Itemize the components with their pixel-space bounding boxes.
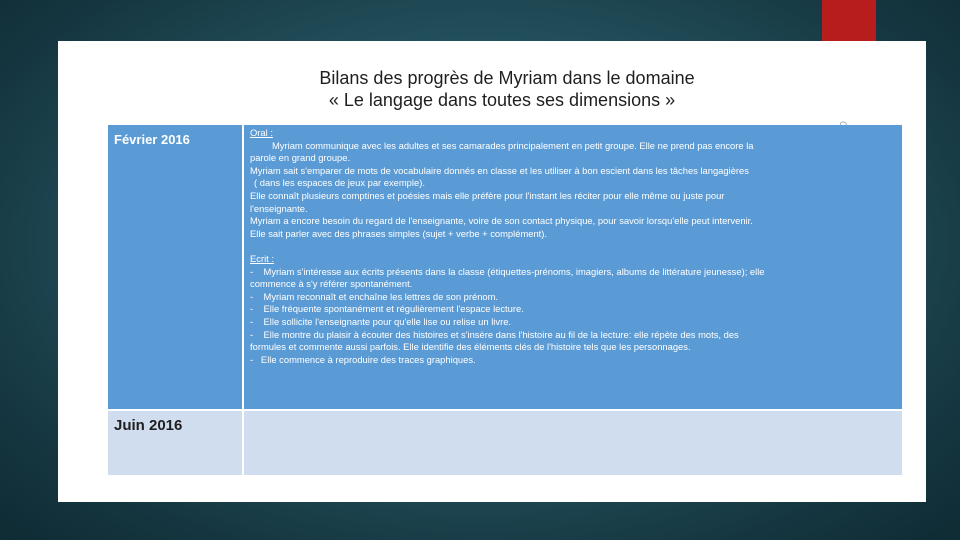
oral-line: Elle sait parler avec des phrases simples (sujet + verbe + complément). xyxy=(250,227,548,239)
ecrit-line: - Elle commence à reproduire des traces graphiques. xyxy=(250,353,476,365)
ecrit-line: - Elle fréquente spontanément et régulièrement l'espace lecture. xyxy=(250,303,524,315)
table-row-june xyxy=(108,411,902,475)
row-label-february: Février 2016 xyxy=(114,132,190,147)
ecrit-line: - Myriam s'intéresse aux écrits présents dans la classe (étiquettes-prénoms, imagiers, albums de littérature jeunesse); elle xyxy=(250,265,765,277)
document-title xyxy=(58,67,926,111)
ecrit-heading: Ecrit : xyxy=(250,252,274,264)
oral-line: parole en grand groupe. xyxy=(250,152,351,164)
row-content-cell xyxy=(244,125,902,409)
red-accent-tab xyxy=(822,0,876,42)
title-line-2: « Le langage dans toutes ses dimensions » xyxy=(328,90,676,110)
ecrit-line: formules et commente aussi parfois. Elle identifie des éléments clés de l'histoire tels que les personnages. xyxy=(250,341,691,353)
oral-line: Myriam sait s'emparer de mots de vocabulaire donnés en classe et les utiliser à bon escient dans les tâches langagières xyxy=(250,164,749,176)
row-label-june: Juin 2016 xyxy=(114,417,183,434)
row-content-cell-empty xyxy=(244,411,902,475)
oral-line: Elle connaît plusieurs comptines et poésies mais elle préfère pour l'instant les réciter pour elle même ou juste pour xyxy=(250,189,725,201)
ecrit-line: - Myriam reconnaît et enchaîne les lettres de son prénom. xyxy=(250,290,499,302)
oral-line: Myriam communique avec les adultes et ses camarades principalement en petit groupe. Elle ne prend pas encore la xyxy=(272,139,754,151)
table-row-february xyxy=(108,125,902,409)
title-line-1: Bilans des progrès de Myriam dans le domaine xyxy=(319,68,695,88)
oral-line: l'enseignante. xyxy=(250,202,308,214)
ecrit-line: - Elle sollicite l'enseignante pour qu'elle lise ou relise un livre. xyxy=(250,315,512,327)
slide-page xyxy=(58,41,926,502)
oral-line: ( dans les espaces de jeux par exemple). xyxy=(254,177,425,189)
oral-heading: Oral : xyxy=(250,127,273,138)
row-label-cell xyxy=(108,411,242,475)
progress-table xyxy=(108,125,902,475)
ecrit-line: commence à s'y référer spontanément. xyxy=(250,278,413,290)
oral-line: Myriam a encore besoin du regard de l'enseignante, voire de son contact physique, pour savoir lorsqu'elle peut intervenir. xyxy=(250,215,753,227)
row-label-cell xyxy=(108,125,242,409)
ecrit-line: - Elle montre du plaisir à écouter des histoires et s'insère dans l'histoire au fil de la lecture: elle répète des mots, des xyxy=(250,328,739,340)
